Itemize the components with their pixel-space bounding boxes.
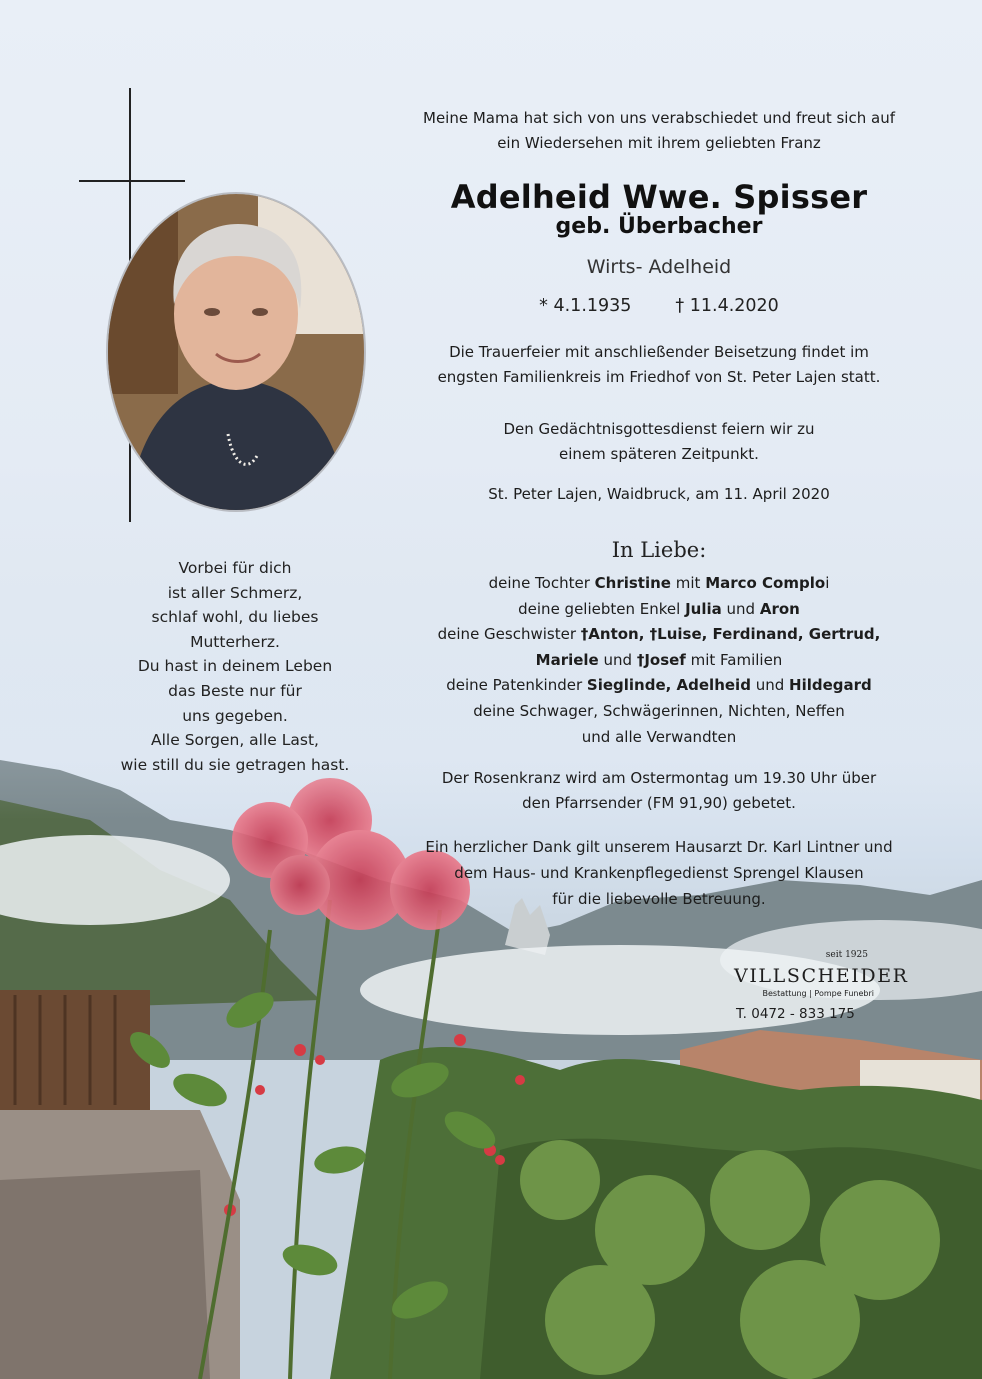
death-date: † 11.4.2020 (675, 296, 779, 316)
maiden-name: geb. Überbacher (555, 214, 763, 239)
cross-icon-bar (79, 180, 185, 182)
rosary-line: Der Rosenkranz wird am Ostermontag um 19.30 Uhr über (441, 769, 877, 787)
funeral-home-name: VILLSCHEIDER (734, 965, 909, 987)
rosary-line: den Pfarrsender (FM 91,90) gebetet. (522, 794, 796, 812)
funeral-line: engsten Familienkreis im Friedhof von St. Peter Lajen statt. (437, 368, 881, 386)
family-list (396, 571, 922, 750)
funeral-line: Die Trauerfeier mit anschließender Beisetzung findet im (449, 343, 869, 361)
poem-line: uns gegeben. (182, 706, 288, 725)
balcony-railing (0, 990, 150, 1110)
poem-line: wie still du sie getragen hast. (120, 755, 350, 774)
poem-line: Du hast in deinem Leben (137, 657, 333, 676)
funeral-home-subtitle: Bestattung | Pompe Funebri (762, 989, 874, 998)
funeral-home-since: seit 1925 (825, 950, 868, 960)
family-line: deine Patenkinder Sieglinde, Adelheid und Hildegard (446, 676, 872, 695)
thanks-line: Ein herzlicher Dank gilt unserem Hausarzt Dr. Karl Lintner und (425, 838, 893, 856)
thanks-line: für die liebevolle Betreuung. (552, 890, 766, 908)
family-line: und alle Verwandten (581, 727, 737, 746)
intro-line: ein Wiedersehen mit ihrem geliebten Franz (497, 134, 821, 152)
family-line: deine Schwager, Schwägerinnen, Nichten, Neffen (473, 701, 845, 720)
thanks-line: dem Haus- und Krankenpflegedienst Sprengel Klausen (454, 864, 864, 882)
portrait-illustration (108, 194, 364, 510)
place-date: St. Peter Lajen, Waidbruck, am 11. April 2020 (488, 485, 830, 503)
poem-line: Vorbei für dich (178, 559, 292, 577)
poem-line: das Beste nur für (168, 681, 302, 700)
funeral-home-phone: T. 0472 - 833 175 (736, 1006, 855, 1022)
family-line: Mariele und †Josef mit Familien (535, 650, 783, 669)
rosary-info (396, 766, 922, 816)
family-line: deine Tochter Christine mit Marco Comploi (488, 574, 830, 592)
poem-line: Mutterherz. (190, 632, 280, 651)
deceased-name: Adelheid Wwe. Spisser (450, 178, 868, 216)
poem-line: schlaf wohl, du liebes (151, 608, 319, 627)
family-line: deine Geschwister †Anton, †Luise, Ferdinand, Gertrud, (437, 625, 881, 644)
family-line: deine geliebten Enkel Julia und Aron (518, 599, 800, 618)
intro-line: Meine Mama hat sich von uns verabschiedet und freut sich auf (423, 109, 895, 127)
funeral-info (396, 340, 922, 390)
in-love-heading: In Liebe: (611, 538, 707, 562)
nickname: Wirts- Adelheid (586, 256, 732, 278)
mass-line: Den Gedächtnisgottesdienst feiern wir zu (503, 420, 815, 438)
portrait-photo (106, 192, 366, 512)
funeral-home-logo (734, 950, 914, 1022)
memorial-mass-info (396, 417, 922, 467)
mass-line: einem späteren Zeitpunkt. (559, 445, 759, 463)
poem-line: Alle Sorgen, alle Last, (151, 731, 319, 750)
birth-date: * 4.1.1935 (539, 296, 632, 316)
poem (70, 556, 400, 777)
intro-text (396, 106, 922, 156)
poem-line: ist aller Schmerz, (167, 583, 303, 602)
thanks-text (396, 834, 922, 912)
life-dates (396, 296, 922, 316)
